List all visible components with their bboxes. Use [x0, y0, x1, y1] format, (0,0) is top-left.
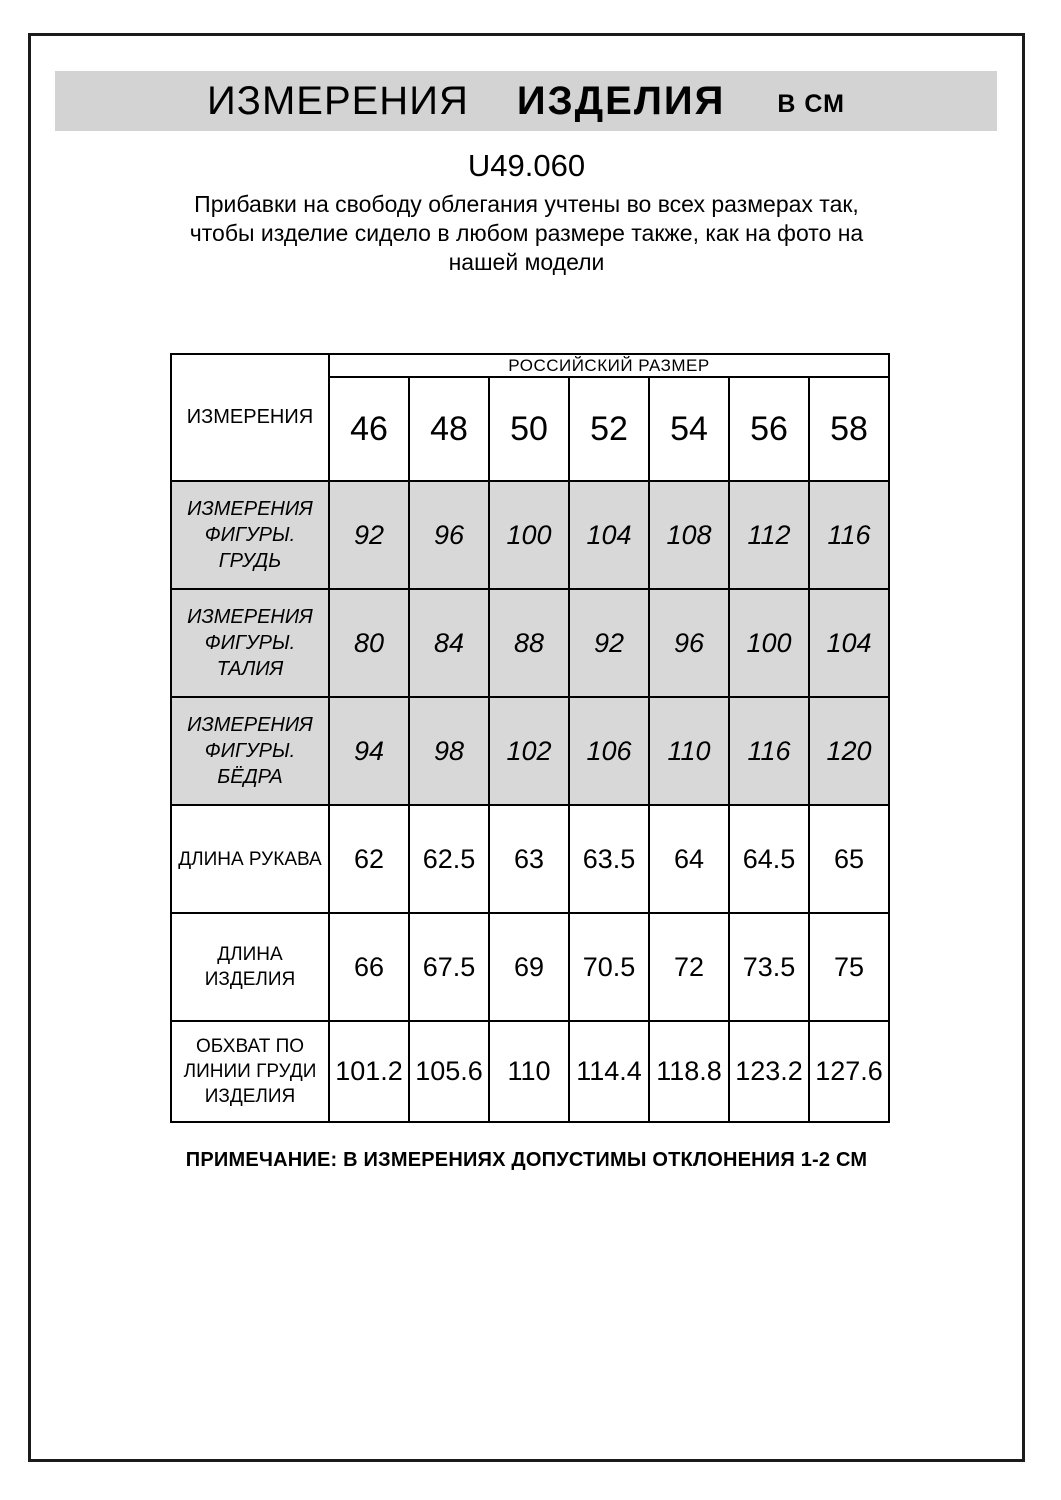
table-group-header-row [171, 354, 889, 377]
cell-value: 62.5 [409, 805, 489, 913]
size-col-header: 52 [569, 377, 649, 481]
subtitle-line-1: Прибавки на свободу облегания учтены во всех размерах так, [194, 191, 859, 217]
row-label: ОБХВАТ ПО ЛИНИИ ГРУДИ ИЗДЕЛИЯ [171, 1021, 329, 1122]
table-row-hips [171, 697, 889, 805]
subtitle [31, 190, 1022, 277]
size-col-header: 48 [409, 377, 489, 481]
table-row-item-length [171, 913, 889, 1021]
cell-value: 69 [489, 913, 569, 1021]
cell-value: 100 [729, 589, 809, 697]
cell-value: 72 [649, 913, 729, 1021]
cell-value: 104 [809, 589, 889, 697]
cell-value: 80 [329, 589, 409, 697]
title-measurements: ИЗМЕРЕНИЯ [207, 78, 469, 123]
cell-value: 92 [329, 481, 409, 589]
cell-value: 64 [649, 805, 729, 913]
row-label: ИЗМЕРЕНИЯ ФИГУРЫ. ТАЛИЯ [171, 589, 329, 697]
cell-value: 88 [489, 589, 569, 697]
page-border-frame [28, 33, 1025, 1462]
table-corner-label: ИЗМЕРЕНИЯ [171, 354, 329, 481]
cell-value: 75 [809, 913, 889, 1021]
cell-value: 65 [809, 805, 889, 913]
cell-value: 63.5 [569, 805, 649, 913]
row-label: ИЗМЕРЕНИЯ ФИГУРЫ. БЁДРА [171, 697, 329, 805]
title-unit-cm: В СМ [777, 89, 845, 118]
subtitle-line-2: чтобы изделие сидело в любом размере также, как на фото на [189, 220, 864, 246]
row-label: ИЗМЕРЕНИЯ ФИГУРЫ. ГРУДЬ [171, 481, 329, 589]
cell-value: 73.5 [729, 913, 809, 1021]
cell-value: 62 [329, 805, 409, 913]
table-row-chest-girth [171, 1021, 889, 1122]
table-row-sleeve-length [171, 805, 889, 913]
cell-value: 127.6 [809, 1021, 889, 1122]
cell-value: 84 [409, 589, 489, 697]
size-table [170, 353, 890, 1123]
cell-value: 98 [409, 697, 489, 805]
cell-value: 63 [489, 805, 569, 913]
cell-value: 96 [409, 481, 489, 589]
cell-value: 92 [569, 589, 649, 697]
cell-value: 96 [649, 589, 729, 697]
cell-value: 70.5 [569, 913, 649, 1021]
size-col-header: 46 [329, 377, 409, 481]
cell-value: 120 [809, 697, 889, 805]
cell-value: 101.2 [329, 1021, 409, 1122]
tolerance-note: ПРИМЕЧАНИЕ: В ИЗМЕРЕНИЯХ ДОПУСТИМЫ ОТКЛОНЕНИЯ 1-2 СМ [185, 1149, 868, 1171]
cell-value: 116 [809, 481, 889, 589]
cell-value: 108 [649, 481, 729, 589]
row-label: ДЛИНА РУКАВА [171, 805, 329, 913]
cell-value: 110 [489, 1021, 569, 1122]
cell-value: 104 [569, 481, 649, 589]
cell-value: 66 [329, 913, 409, 1021]
cell-value: 64.5 [729, 805, 809, 913]
cell-value: 102 [489, 697, 569, 805]
cell-value: 106 [569, 697, 649, 805]
size-col-header: 56 [729, 377, 809, 481]
cell-value: 123.2 [729, 1021, 809, 1122]
size-col-header: 54 [649, 377, 729, 481]
cell-value: 67.5 [409, 913, 489, 1021]
size-col-header: 58 [809, 377, 889, 481]
title-bar [55, 71, 997, 131]
cell-value: 112 [729, 481, 809, 589]
table-row-waist [171, 589, 889, 697]
cell-value: 114.4 [569, 1021, 649, 1122]
cell-value: 94 [329, 697, 409, 805]
article-code: U49.060 [467, 148, 586, 183]
row-label: ДЛИНА ИЗДЕЛИЯ [171, 913, 329, 1021]
subtitle-line-3: нашей модели [448, 249, 605, 275]
cell-value: 116 [729, 697, 809, 805]
size-col-header: 50 [489, 377, 569, 481]
cell-value: 105.6 [409, 1021, 489, 1122]
cell-value: 110 [649, 697, 729, 805]
size-group-header: РОССИЙСКИЙ РАЗМЕР [329, 354, 889, 377]
cell-value: 100 [489, 481, 569, 589]
cell-value: 118.8 [649, 1021, 729, 1122]
title-product: ИЗДЕЛИЯ [516, 78, 726, 123]
table-row-bust [171, 481, 889, 589]
